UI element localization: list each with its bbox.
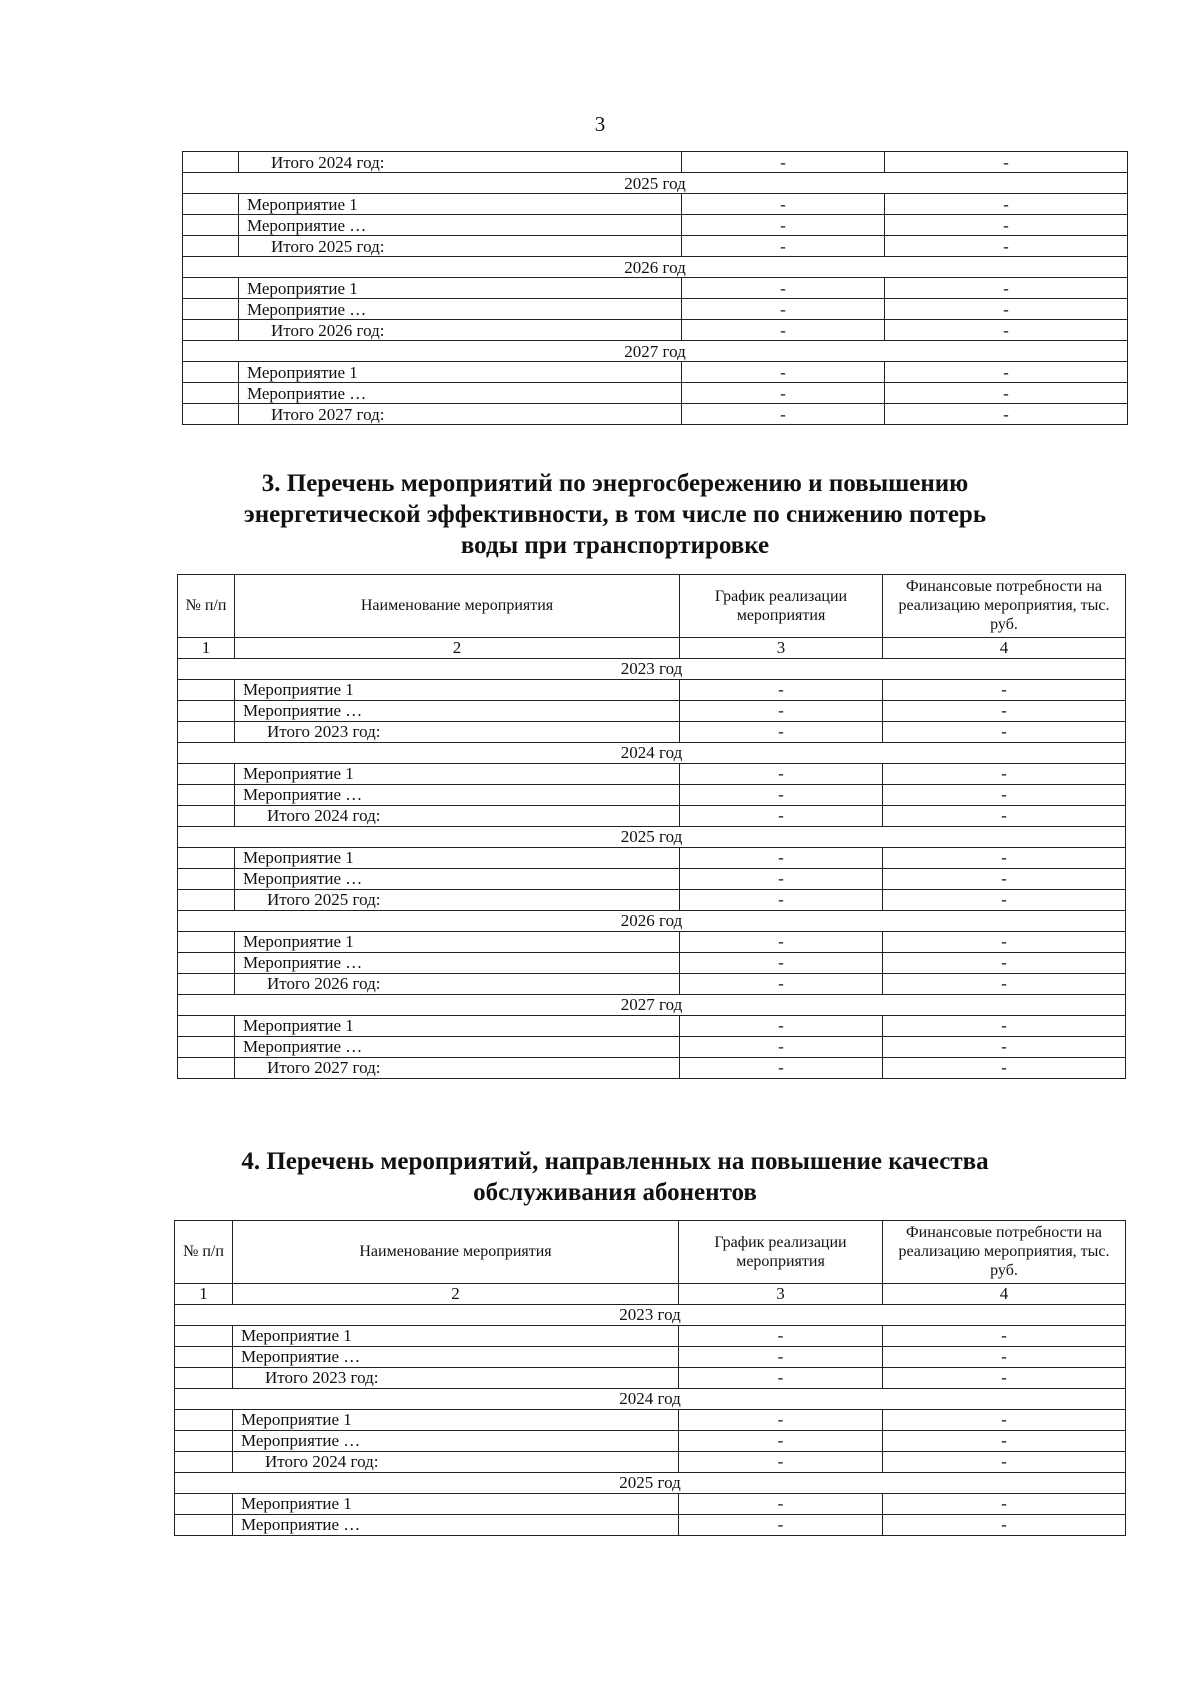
header-schedule: График реализации мероприятия: [680, 575, 883, 638]
activity-name-cell: Мероприятие 1: [235, 931, 680, 952]
schedule-cell: -: [682, 194, 885, 215]
schedule-cell: -: [680, 763, 883, 784]
finance-cell: -: [885, 383, 1128, 404]
finance-cell: -: [883, 721, 1126, 742]
schedule-cell: -: [680, 868, 883, 889]
activity-name-cell: Итого 2027 год:: [239, 404, 682, 425]
year-row: [178, 742, 1126, 763]
schedule-cell: -: [679, 1514, 883, 1535]
activity-name-cell: Мероприятие …: [235, 868, 680, 889]
activity-name-cell: Итого 2024 год:: [239, 152, 682, 173]
schedule-cell: -: [680, 952, 883, 973]
finance-cell: -: [885, 152, 1128, 173]
activity-name-cell: Итого 2024 год:: [233, 1451, 679, 1472]
total-row: [178, 721, 1126, 742]
schedule-cell: -: [682, 320, 885, 341]
total-row: [178, 973, 1126, 994]
table-row: [175, 1493, 1126, 1514]
table-row: [183, 362, 1128, 383]
row-number-cell: [175, 1346, 233, 1367]
row-number-cell: [175, 1514, 233, 1535]
schedule-cell: -: [680, 931, 883, 952]
finance-cell: -: [883, 1493, 1126, 1514]
activity-name-cell: Мероприятие 1: [239, 362, 682, 383]
year-label: 2025 год: [178, 826, 1126, 847]
finance-cell: -: [883, 1367, 1126, 1388]
year-label: 2025 год: [175, 1472, 1126, 1493]
row-number-cell: [183, 383, 239, 404]
row-number-cell: [178, 889, 235, 910]
activity-name-cell: Итого 2025 год:: [235, 889, 680, 910]
column-number: 3: [680, 637, 883, 658]
column-number: 1: [175, 1283, 233, 1304]
section-4-table: [174, 1220, 1126, 1536]
schedule-cell: -: [680, 1036, 883, 1057]
section-3-title-line: воды при транспортировке: [460, 532, 770, 559]
year-label: 2027 год: [183, 341, 1128, 362]
finance-cell: -: [883, 679, 1126, 700]
schedule-cell: -: [680, 847, 883, 868]
row-number-cell: [178, 931, 235, 952]
activity-name-cell: Мероприятие …: [235, 700, 680, 721]
activity-name-cell: Мероприятие 1: [233, 1493, 679, 1514]
schedule-cell: -: [680, 1057, 883, 1078]
schedule-cell: -: [682, 383, 885, 404]
activity-name-cell: Мероприятие …: [233, 1430, 679, 1451]
table-row: [178, 679, 1126, 700]
table-row: [178, 1015, 1126, 1036]
year-row: [178, 658, 1126, 679]
section-3-title-line: 3. Перечень мероприятий по энергосбережению и повышению: [261, 470, 969, 497]
column-number: 4: [883, 1283, 1126, 1304]
finance-cell: -: [883, 784, 1126, 805]
finance-cell: -: [883, 952, 1126, 973]
activity-name-cell: Мероприятие …: [233, 1514, 679, 1535]
year-label: 2023 год: [175, 1304, 1126, 1325]
row-number-cell: [178, 700, 235, 721]
row-number-cell: [183, 404, 239, 425]
activity-name-cell: Итого 2024 год:: [235, 805, 680, 826]
finance-cell: -: [885, 194, 1128, 215]
total-row: [178, 889, 1126, 910]
schedule-cell: -: [679, 1325, 883, 1346]
table-row: [178, 868, 1126, 889]
activity-name-cell: Итого 2023 год:: [235, 721, 680, 742]
year-row: [178, 994, 1126, 1015]
year-row: [175, 1304, 1126, 1325]
header-number: № п/п: [178, 575, 235, 638]
row-number-cell: [178, 1036, 235, 1057]
activity-name-cell: Мероприятие 1: [235, 1015, 680, 1036]
schedule-cell: -: [682, 404, 885, 425]
finance-cell: -: [883, 868, 1126, 889]
section-4-heading: [175, 1146, 1055, 1208]
finance-cell: -: [883, 1514, 1126, 1535]
finance-cell: -: [883, 847, 1126, 868]
finance-cell: -: [883, 1346, 1126, 1367]
year-row: [175, 1388, 1126, 1409]
table-row: [175, 1346, 1126, 1367]
schedule-cell: -: [682, 215, 885, 236]
finance-cell: -: [883, 700, 1126, 721]
schedule-cell: -: [680, 889, 883, 910]
section-3-title-line: энергетической эффективности, в том числе по снижению потерь: [243, 501, 987, 528]
schedule-cell: -: [679, 1451, 883, 1472]
table-row: [183, 278, 1128, 299]
table-row: [178, 763, 1126, 784]
table-row: [175, 1409, 1126, 1430]
column-number: 2: [235, 637, 680, 658]
row-number-cell: [183, 320, 239, 341]
schedule-cell: -: [680, 784, 883, 805]
finance-cell: -: [885, 362, 1128, 383]
activity-name-cell: Мероприятие …: [239, 299, 682, 320]
row-number-cell: [175, 1325, 233, 1346]
total-row: [183, 320, 1128, 341]
row-number-cell: [183, 152, 239, 173]
finance-cell: -: [885, 320, 1128, 341]
header-name: Наименование мероприятия: [235, 575, 680, 638]
finance-cell: -: [885, 236, 1128, 257]
schedule-cell: -: [680, 1015, 883, 1036]
row-number-cell: [183, 194, 239, 215]
schedule-cell: -: [679, 1430, 883, 1451]
schedule-cell: -: [680, 700, 883, 721]
activity-name-cell: Итого 2027 год:: [235, 1057, 680, 1078]
schedule-cell: -: [679, 1409, 883, 1430]
section-4-title-line: 4. Перечень мероприятий, направленных на повышение качества: [241, 1148, 989, 1175]
activity-name-cell: Мероприятие 1: [233, 1409, 679, 1430]
row-number-cell: [178, 805, 235, 826]
activity-name-cell: Мероприятие 1: [233, 1325, 679, 1346]
table-row: [178, 952, 1126, 973]
finance-cell: -: [883, 805, 1126, 826]
header-finance: Финансовые потребности на реализацию мероприятия, тыс. руб.: [883, 1221, 1126, 1284]
year-label: 2026 год: [183, 257, 1128, 278]
finance-cell: -: [883, 763, 1126, 784]
finance-cell: -: [883, 1430, 1126, 1451]
section-4-title-line: обслуживания абонентов: [473, 1179, 757, 1206]
activity-name-cell: Итого 2026 год:: [235, 973, 680, 994]
year-row: [183, 341, 1128, 362]
activity-name-cell: Мероприятие …: [235, 952, 680, 973]
schedule-cell: -: [679, 1493, 883, 1514]
schedule-cell: -: [682, 278, 885, 299]
finance-cell: -: [883, 1057, 1126, 1078]
year-row: [183, 257, 1128, 278]
finance-cell: -: [883, 931, 1126, 952]
schedule-cell: -: [680, 721, 883, 742]
activity-name-cell: Итого 2026 год:: [239, 320, 682, 341]
table-row: [183, 383, 1128, 404]
finance-cell: -: [885, 278, 1128, 299]
row-number-cell: [183, 299, 239, 320]
table-row: [178, 847, 1126, 868]
table-row: [183, 194, 1128, 215]
year-label: 2024 год: [178, 742, 1126, 763]
finance-cell: -: [885, 299, 1128, 320]
row-number-cell: [175, 1409, 233, 1430]
finance-cell: -: [885, 404, 1128, 425]
row-number-cell: [178, 1057, 235, 1078]
total-row: [178, 805, 1126, 826]
activity-name-cell: Мероприятие 1: [239, 194, 682, 215]
top-table: [182, 151, 1128, 425]
row-number-cell: [183, 236, 239, 257]
schedule-cell: -: [682, 152, 885, 173]
header-row: [175, 1221, 1126, 1284]
schedule-cell: -: [680, 679, 883, 700]
section-3-table: [177, 574, 1126, 1079]
row-number-cell: [175, 1451, 233, 1472]
row-number-cell: [175, 1430, 233, 1451]
table-row: [175, 1325, 1126, 1346]
row-number-cell: [178, 847, 235, 868]
page-number: 3: [594, 112, 606, 136]
year-label: 2027 год: [178, 994, 1126, 1015]
activity-name-cell: Мероприятие …: [233, 1346, 679, 1367]
row-number-cell: [178, 952, 235, 973]
activity-name-cell: Мероприятие 1: [235, 847, 680, 868]
activity-name-cell: Мероприятие 1: [235, 763, 680, 784]
column-number: 2: [233, 1283, 679, 1304]
total-row: [175, 1451, 1126, 1472]
schedule-cell: -: [682, 362, 885, 383]
column-number: 1: [178, 637, 235, 658]
row-number-cell: [178, 721, 235, 742]
table-row: [178, 1036, 1126, 1057]
row-number-cell: [178, 784, 235, 805]
row-number-cell: [178, 679, 235, 700]
row-number-cell: [178, 763, 235, 784]
finance-cell: -: [883, 1451, 1126, 1472]
table-row: [175, 1514, 1126, 1535]
column-number: 4: [883, 637, 1126, 658]
activity-name-cell: Мероприятие …: [235, 1036, 680, 1057]
header-name: Наименование мероприятия: [233, 1221, 679, 1284]
row-number-cell: [175, 1367, 233, 1388]
row-number-cell: [178, 868, 235, 889]
activity-name-cell: Мероприятие 1: [239, 278, 682, 299]
total-row: [175, 1367, 1126, 1388]
column-numbers-row: [175, 1283, 1126, 1304]
schedule-cell: -: [682, 299, 885, 320]
finance-cell: -: [885, 215, 1128, 236]
table-row: [178, 931, 1126, 952]
year-row: [175, 1472, 1126, 1493]
activity-name-cell: Мероприятие …: [235, 784, 680, 805]
table-row: [175, 1430, 1126, 1451]
year-label: 2025 год: [183, 173, 1128, 194]
year-label: 2023 год: [178, 658, 1126, 679]
finance-cell: -: [883, 889, 1126, 910]
row-number-cell: [178, 1015, 235, 1036]
activity-name-cell: Итого 2023 год:: [233, 1367, 679, 1388]
finance-cell: -: [883, 1409, 1126, 1430]
finance-cell: -: [883, 973, 1126, 994]
total-row: [183, 152, 1128, 173]
row-number-cell: [183, 362, 239, 383]
year-label: 2026 год: [178, 910, 1126, 931]
finance-cell: -: [883, 1015, 1126, 1036]
header-finance: Финансовые потребности на реализацию мероприятия, тыс. руб.: [883, 575, 1126, 638]
year-row: [178, 826, 1126, 847]
header-number: № п/п: [175, 1221, 233, 1284]
row-number-cell: [175, 1493, 233, 1514]
row-number-cell: [183, 215, 239, 236]
schedule-cell: -: [680, 973, 883, 994]
header-schedule: График реализации мероприятия: [679, 1221, 883, 1284]
year-label: 2024 год: [175, 1388, 1126, 1409]
column-numbers-row: [178, 637, 1126, 658]
activity-name-cell: Мероприятие …: [239, 383, 682, 404]
finance-cell: -: [883, 1036, 1126, 1057]
row-number-cell: [178, 973, 235, 994]
total-row: [178, 1057, 1126, 1078]
table-row: [178, 784, 1126, 805]
table-row: [183, 299, 1128, 320]
schedule-cell: -: [680, 805, 883, 826]
header-row: [178, 575, 1126, 638]
year-row: [178, 910, 1126, 931]
section-3-heading: [175, 468, 1055, 561]
schedule-cell: -: [682, 236, 885, 257]
schedule-cell: -: [679, 1346, 883, 1367]
row-number-cell: [183, 278, 239, 299]
total-row: [183, 404, 1128, 425]
schedule-cell: -: [679, 1367, 883, 1388]
total-row: [183, 236, 1128, 257]
activity-name-cell: Мероприятие 1: [235, 679, 680, 700]
column-number: 3: [679, 1283, 883, 1304]
activity-name-cell: Итого 2025 год:: [239, 236, 682, 257]
table-row: [178, 700, 1126, 721]
activity-name-cell: Мероприятие …: [239, 215, 682, 236]
year-row: [183, 173, 1128, 194]
table-row: [183, 215, 1128, 236]
finance-cell: -: [883, 1325, 1126, 1346]
